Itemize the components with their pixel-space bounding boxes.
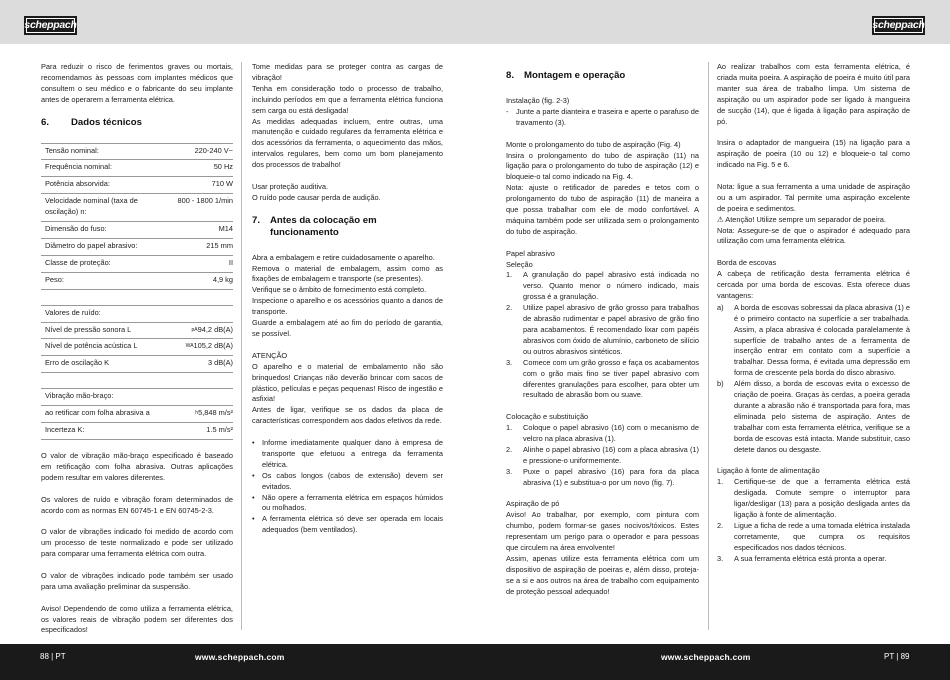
paragraph: Ao realizar trabalhos com esta ferramenta elétrica, é criada muita poeira. A aspiração de poeira é muito útil para manter sua área de trabalho limpa. Um sistema de aspiração ou um aspirador pode ser ligado à mangueira de sucção (14), que é ligada à ligação para aspiração de pó. <box>717 62 910 126</box>
list-item: • A ferramenta elétrica só deve ser operada em locais adequados (bem ventilados). <box>252 514 443 536</box>
page-number-right: PT | 89 <box>884 652 910 661</box>
table-row <box>41 160 233 177</box>
list-item <box>506 445 699 467</box>
list-item-text: Ligue a ficha de rede a uma tomada elétrica instalada corretamente, que cumpra os requisitos especificados nos dados técnicos. <box>734 520 910 552</box>
bullet-list <box>252 438 443 536</box>
row-value: 800 - 1800 1/min <box>177 196 233 206</box>
list-item-text: Puxe o papel abrasivo (16) para fora da placa abrasiva (1) e substitua-o por um novo (fig. 7). <box>523 466 699 487</box>
list-item <box>717 379 910 455</box>
list-letter: b) <box>717 379 724 389</box>
list-item <box>717 554 910 565</box>
website-link-right[interactable]: www.scheppach.com <box>661 652 751 662</box>
specs-table <box>41 143 233 290</box>
subheading: Papel abrasivo <box>506 248 555 258</box>
column-1 <box>41 62 233 647</box>
row-value: 710 W <box>211 179 233 189</box>
column-3 <box>506 62 699 609</box>
numbered-list <box>506 423 699 488</box>
list-item-text: A granulação do papel abrasivo está indicada no verso. Quanto menor o número indicado, mais grossa é a granulação. <box>523 270 699 302</box>
list-item <box>506 467 699 489</box>
paragraph: Verifique se o âmbito de fornecimento está completo. <box>252 285 427 295</box>
paragraph: Usar proteção auditiva. <box>252 181 328 191</box>
numbered-list <box>717 477 910 564</box>
paragraph: Aviso! Dependendo de como utiliza a ferramenta elétrica, os valores reais de vibração podem ser diferentes dos especificados! <box>41 603 233 635</box>
paragraph: Os valores de ruído e vibração foram determinados de acordo com as normas EN 60745-1 e EN 60745-2-3. <box>41 494 233 515</box>
list-item <box>506 423 699 445</box>
website-link-left[interactable]: www.scheppach.com <box>195 652 285 662</box>
list-item-text: Comece com um grão grosso e faça os acabamentos com o grão mais fino se tiver papel abrasivo com diferentes granulações para escolher, para obter um resultado de abrasão bom ou suave. <box>523 357 699 400</box>
list-item <box>717 303 910 379</box>
table-row <box>41 406 233 423</box>
row-value: 4,9 kg <box>212 274 233 284</box>
table-row <box>41 256 233 273</box>
subheading: Colocação e substituição <box>506 412 589 422</box>
table-row <box>41 222 233 239</box>
list-number: 2. <box>717 520 724 530</box>
list-number: 1. <box>717 477 724 487</box>
section-heading: 6. Dados técnicos <box>41 116 142 128</box>
header-bar <box>0 0 950 44</box>
row-label: Frequência nominal: <box>45 162 112 172</box>
numbered-list <box>506 270 699 401</box>
subheading: Instalação (fig. 2-3) <box>506 96 570 105</box>
brand-logo-left: scheppach <box>24 16 77 35</box>
list-item: - Junte a parte dianteira e traseira e aperte o parafuso de travamento (3). <box>506 107 699 129</box>
row-value: M14 <box>218 224 233 234</box>
list-number: 3. <box>717 553 724 563</box>
row-label: Peso: <box>45 274 64 284</box>
row-label: Nível de pressão sonora L <box>45 324 132 334</box>
list-item-text: A sua ferramenta elétrica está pronta a operar. <box>734 553 887 563</box>
column-divider <box>241 62 242 630</box>
list-item-text: A borda de escovas sobressai da placa abrasiva (1) e é o primeiro contacto na superfície a ser trabalhada. Assim, a placa abrasiva é colocada paralelamente à superfície de trabalho antes de a ferramenta de inserção entrar em contato com a superfície a trabalhar. Dessa forma, é evitada uma depressão em forma de crescente pela borda do disco abrasivo. <box>734 302 910 378</box>
paragraph: O valor de vibração mão-braço especificado é baseado em retificação com folha abrasiva. Outras aplicações podem resultar em valores diferentes. <box>41 451 233 482</box>
row-value: 215 mm <box>206 240 233 250</box>
list-letter: a) <box>717 302 724 312</box>
section-heading: 8. Montagem e operação <box>506 70 626 81</box>
subheading: Ligação à fonte de alimentação <box>717 466 820 476</box>
paragraph: Inspecione o aparelho e os acessórios quanto a danos de transporte. <box>252 296 443 317</box>
paragraph: Guarde a embalagem até ao fim do período de garantia, se possível. <box>252 318 443 338</box>
footer-bar <box>0 644 950 680</box>
list-item-text: Coloque o papel abrasivo (16) com o mecanismo de velcro na placa abrasiva (1). <box>523 423 699 444</box>
row-label: Nível de potência acústica L <box>45 341 138 351</box>
list-number: 2. <box>506 303 513 313</box>
paragraph: Nota: ajuste o retificador de paredes e tetos com o prolongamento do tubo de aspiração (11) de maneira a que possa trabalhar com ele de modo confortável. A máquina também pode ser utilizada sem o prolongamento do tubo de aspiração. <box>506 183 699 236</box>
paragraph: O aparelho e o material de embalamento não são brinquedos! Crianças não deverão brincar com sacos de plástico, películas e peças pequenas! Risco de ingestão e asfixia! <box>252 361 443 404</box>
paragraph: Antes de ligar, verifique se os dados da placa de características correspondem aos dados efetivos da rede. <box>252 405 443 426</box>
table-header-row: Valores de ruído: <box>41 305 233 323</box>
column-divider <box>708 62 709 630</box>
list-item-text: Alinhe o papel abrasivo (16) com a placa abrasiva (1) e pressione-o uniformemente. <box>523 444 699 465</box>
row-label: Incerteza K: <box>45 425 85 435</box>
table-row <box>41 239 233 256</box>
list-number: 1. <box>506 423 513 433</box>
paragraph: Nota: ligue a sua ferramenta a uma unidade de aspiração ou a um aspirador. Tal permite uma aspiração excelente de poeira e sedimentos. <box>717 181 910 213</box>
lettered-list <box>717 303 910 456</box>
paragraph: Assim, apenas utilize esta ferramenta elétrica com um dispositivo de aspiração de poeiras e, além disso, proteja-se a si e aos outros na área de trabalho com equipamento de proteção pessoal adequado! <box>506 554 699 596</box>
paragraph: As medidas adequadas incluem, entre outras, uma manutenção e cuidado regulares da ferramenta elétrica e dos acessórios da ferramenta, o aquecimento das mãos, intervalos regulares, bem como um bom planejamento dos processos de trabalho! <box>252 116 443 170</box>
table-row <box>41 423 233 440</box>
section-heading: 7. Antes da colocação em funcionamento <box>252 214 377 238</box>
column-4 <box>717 62 910 575</box>
row-value: 94,2 dB(A) <box>197 324 233 334</box>
row-value: II <box>228 257 233 267</box>
dash-list <box>506 107 699 129</box>
row-label-subscript: pA <box>191 326 198 333</box>
row-label-subscript: WA <box>185 343 194 350</box>
list-item <box>506 303 699 358</box>
table-header-row: Vibração mão-braço: <box>41 388 233 406</box>
list-item <box>506 358 699 402</box>
row-label: ao retificar com folha abrasiva a <box>45 408 150 418</box>
attention-label: ATENÇÃO <box>252 350 288 360</box>
list-item <box>506 270 699 303</box>
paragraph: Insira o prolongamento do tubo de aspiração (11) na ligação para o prolongamento do tubo de aspiração (12) e bloqueie-o tal como indicado na Fig. 4. <box>506 150 699 182</box>
list-item-text: Utilize papel abrasivo de grão grosso para trabalhos de abrasão rudimentar e papel abrasivo de grão fino para acabamentos. É recomendado lixar com papéis abrasivos com óxido de alumínio, carboneto de silício ou outros abrasivos sintéticos. <box>523 303 699 356</box>
noise-table <box>41 305 233 374</box>
row-label: Velocidade nominal (taxa de oscilação) n: <box>45 196 138 217</box>
list-item <box>717 521 910 554</box>
row-value: 105,2 dB(A) <box>193 341 233 351</box>
list-item-text: Certifique-se de que a ferramenta elétrica está desligada. Comute sempre o interruptor para ligar/desligar (13) para a posição desligada antes da ligação à fonte de alimentação. <box>734 477 910 519</box>
list-item: • Os cabos longos (cabos de extensão) devem ser evitados. <box>252 471 443 493</box>
row-label: Erro de oscilação K <box>45 358 110 368</box>
table-row <box>41 339 233 356</box>
row-label-subscript: h <box>195 410 199 417</box>
paragraph: O valor de vibrações indicado pode também ser usado para uma avaliação preliminar da suspensão. <box>41 570 233 591</box>
warning-note: ⚠ Atenção! Utilize sempre um separador de poeira. <box>717 214 886 224</box>
list-number: 3. <box>506 357 513 367</box>
paragraph: Nota: Assegure-se de que o aspirador é adequado para utilização com uma ferramenta elétrica. <box>717 225 910 246</box>
table-row <box>41 177 233 194</box>
row-value: 50 Hz <box>213 162 233 172</box>
list-item-text: Além disso, a borda de escovas evita o excesso de criação de poeira. Graças às cerdas, a poeira gerada durante a abrasão não é transportada para fora, mas eliminada pelo sistema de aspiração. Antes de trabalhar com esta ferramenta elétrica, verifique se a borda de escovas está intacta. Mande substituir, caso detete danos ou desgaste. <box>734 379 910 454</box>
list-number: 1. <box>506 270 513 280</box>
implant-warning: Para reduzir o risco de ferimentos graves ou mortais, recomendamos às pessoas com implantes médicos que consultem o seu médico e o fabricante do seu implante antes de operarem a ferramenta elétrica. <box>41 62 233 104</box>
subheading: Seleção <box>506 259 533 269</box>
paragraph: Abra a embalagem e retire cuidadosamente o aparelho. <box>252 252 435 262</box>
table-row <box>41 323 233 340</box>
row-value: 5,848 m/s² <box>198 408 233 418</box>
row-label: Diâmetro do papel abrasivo: <box>45 240 138 250</box>
list-number: 2. <box>506 444 513 454</box>
table-row <box>41 273 233 290</box>
column-2 <box>252 62 443 547</box>
table-row <box>41 194 233 222</box>
page-number-left: 88 | PT <box>40 652 66 661</box>
paragraph: Tome medidas para se proteger contra as cargas de vibração! <box>252 62 443 82</box>
paragraph: O valor de vibrações indicado foi medido de acordo com um processo de teste normalizado e pode ser utilizado para comparar uma ferramenta elétrica com outra. <box>41 527 233 559</box>
paragraph: Tenha em consideração todo o processo de trabalho, incluindo períodos em que a ferramenta elétrica funciona sem carga ou está desligada! <box>252 83 443 115</box>
paragraph: Insira o adaptador de mangueira (15) na ligação para a aspiração de poeira (10 ou 12) e bloqueie-o tal como indicado na Fig. 5 e 6. <box>717 138 910 170</box>
list-item: • Informe imediatamente qualquer dano à empresa de transporte que efetuou a entrega da ferramenta elétrica. <box>252 438 443 471</box>
list-item <box>717 477 910 521</box>
vibration-table <box>41 388 233 440</box>
row-label: Classe de proteção: <box>45 257 111 267</box>
row-value: 1.5 m/s² <box>206 425 233 435</box>
paragraph: Remova o material de embalagem, assim como as fixações de embalagem e transporte (se presentes). <box>252 263 443 284</box>
subheading: Aspiração de pó <box>506 499 560 509</box>
row-value: 220-240 V~ <box>194 145 233 155</box>
row-value: 3 dB(A) <box>207 358 233 368</box>
paragraph: O ruído pode causar perda de audição. <box>252 192 381 202</box>
subheading: Monte o prolongamento do tubo de aspiração (Fig. 4) <box>506 139 681 149</box>
list-item: • Não opere a ferramenta elétrica em espaços húmidos ou molhados. <box>252 493 443 515</box>
table-row <box>41 143 233 161</box>
paragraph: Aviso! Ao trabalhar, por exemplo, com pintura com chumbo, podem formar-se gases nocivos/tóxicos. Estes representam um perigo para o operador e para pessoas que circulem na área envolvente! <box>506 510 699 553</box>
brand-logo-right: scheppach <box>872 16 925 35</box>
subheading: Borda de escovas <box>717 258 777 268</box>
row-label: Dimensão do fuso: <box>45 224 107 234</box>
table-row <box>41 356 233 373</box>
list-number: 3. <box>506 466 513 476</box>
paragraph: A cabeça de retificação desta ferramenta elétrica é cercada por uma borda de escovas. Esta oferece duas vantagens: <box>717 269 910 300</box>
row-label: Tensão nominal: <box>45 145 99 155</box>
row-label: Potência absorvida: <box>45 179 110 189</box>
